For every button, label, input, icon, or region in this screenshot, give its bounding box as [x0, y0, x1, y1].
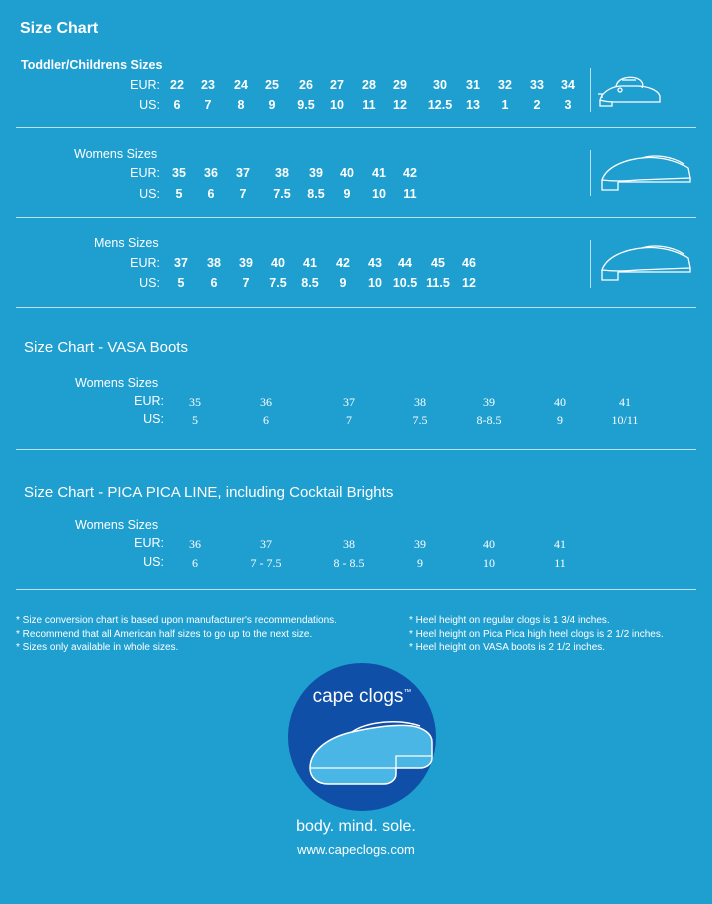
vasa-heading: Womens Sizes — [75, 376, 159, 390]
logo-brand — [288, 686, 436, 708]
womens-us-label: US: — [139, 187, 160, 201]
divider — [16, 217, 696, 218]
size-cell: 41 — [372, 166, 386, 180]
notes-left — [16, 614, 337, 655]
note-line: * Heel height on Pica Pica high heel clogs is 2 1/2 inches. — [409, 628, 664, 640]
website-link[interactable]: www.capeclogs.com — [297, 842, 415, 857]
size-cell: 9 — [557, 413, 563, 427]
toddler-heading: Toddler/Childrens Sizes — [21, 58, 163, 72]
size-cell: 37 — [260, 537, 272, 551]
size-cell: 39 — [414, 537, 426, 551]
size-cell: 11 — [554, 556, 566, 570]
size-cell: 8.5 — [307, 187, 325, 201]
toddler-us-label: US: — [139, 98, 160, 112]
note-line: * Sizes only available in whole sizes. — [16, 642, 179, 653]
size-cell: 9 — [343, 187, 351, 201]
divider — [590, 240, 591, 288]
size-cell: 44 — [398, 256, 412, 270]
size-cell: 12.5 — [427, 98, 453, 112]
size-cell: 42 — [403, 166, 417, 180]
size-cell: 23 — [201, 78, 215, 92]
vasa-us-label: US: — [143, 412, 164, 426]
size-cell: 3 — [564, 98, 572, 112]
size-cell: 39 — [483, 395, 495, 409]
note-line: * Heel height on regular clogs is 1 3/4 inches. — [409, 615, 610, 626]
size-cell: 11 — [403, 187, 417, 201]
size-cell: 9.5 — [297, 98, 315, 112]
pica-us-label: US: — [143, 555, 164, 569]
divider — [16, 449, 696, 450]
pica-eur-label: EUR: — [134, 536, 164, 550]
size-cell: 7 — [346, 413, 352, 427]
tagline: body. mind. sole. — [296, 818, 416, 835]
pica-heading: Womens Sizes — [75, 518, 159, 532]
womens-eur-label: EUR: — [130, 166, 160, 180]
size-cell: 7.5 — [269, 276, 287, 290]
size-cell: 41 — [303, 256, 317, 270]
size-cell: 7 — [204, 98, 212, 112]
size-cell: 10/11 — [611, 413, 639, 427]
child-clog-icon — [596, 72, 666, 112]
size-cell: 43 — [368, 256, 382, 270]
size-cell: 6 — [263, 413, 269, 427]
size-cell: 1 — [501, 98, 509, 112]
divider — [16, 307, 696, 308]
size-cell: 8 - 8.5 — [333, 556, 365, 570]
note-line: * Recommend that all American half sizes to go up to the next size. — [16, 628, 313, 640]
size-cell: 13 — [466, 98, 480, 112]
size-cell: 40 — [554, 395, 566, 409]
size-cell: 5 — [177, 276, 185, 290]
mens-us-label: US: — [139, 276, 160, 290]
divider — [16, 589, 696, 590]
size-cell: 42 — [336, 256, 350, 270]
size-cell: 38 — [414, 395, 426, 409]
size-cell: 35 — [172, 166, 186, 180]
size-cell: 31 — [466, 78, 480, 92]
size-cell: 6 — [173, 98, 181, 112]
size-cell: 6 — [207, 187, 215, 201]
size-cell: 26 — [299, 78, 313, 92]
size-cell: 40 — [271, 256, 285, 270]
size-cell: 7 - 7.5 — [250, 556, 282, 570]
size-cell: 5 — [192, 413, 198, 427]
size-cell: 27 — [330, 78, 344, 92]
page-title: Size Chart — [20, 20, 99, 37]
notes-right — [409, 614, 664, 655]
size-cell: 32 — [498, 78, 512, 92]
size-cell: 8.5 — [301, 276, 319, 290]
size-cell: 40 — [483, 537, 495, 551]
divider — [590, 68, 591, 112]
mens-eur-label: EUR: — [130, 256, 160, 270]
size-cell: 36 — [204, 166, 218, 180]
size-cell: 41 — [554, 537, 566, 551]
logo-brand-text: cape clogs — [312, 686, 404, 707]
size-cell: 37 — [174, 256, 188, 270]
size-cell: 9 — [417, 556, 423, 570]
size-cell: 11.5 — [426, 276, 450, 290]
size-cell: 7.5 — [412, 413, 428, 427]
size-cell: 8 — [237, 98, 245, 112]
size-cell: 9 — [268, 98, 276, 112]
size-cell: 10 — [330, 98, 344, 112]
size-cell: 7 — [242, 276, 250, 290]
size-cell: 34 — [561, 78, 575, 92]
size-cell: 38 — [275, 166, 289, 180]
womens-clog-icon — [598, 150, 694, 196]
size-cell: 7 — [239, 187, 247, 201]
size-cell: 38 — [207, 256, 221, 270]
size-cell: 28 — [362, 78, 376, 92]
size-cell: 38 — [343, 537, 355, 551]
size-cell: 36 — [260, 395, 272, 409]
vasa-title: Size Chart - VASA Boots — [24, 339, 188, 356]
size-cell: 25 — [265, 78, 279, 92]
size-cell: 40 — [340, 166, 354, 180]
size-cell: 6 — [210, 276, 218, 290]
size-cell: 12 — [462, 276, 476, 290]
womens-heading: Womens Sizes — [74, 147, 158, 161]
size-cell: 46 — [462, 256, 476, 270]
size-cell: 10 — [372, 187, 386, 201]
size-cell: 45 — [431, 256, 445, 270]
size-cell: 24 — [234, 78, 248, 92]
size-cell: 10 — [483, 556, 495, 570]
size-cell: 5 — [175, 187, 183, 201]
size-cell: 36 — [189, 537, 201, 551]
pica-title: Size Chart - PICA PICA LINE, including Cocktail Brights — [24, 484, 394, 501]
size-cell: 12 — [393, 98, 407, 112]
size-cell: 33 — [530, 78, 544, 92]
size-cell: 37 — [343, 395, 355, 409]
size-cell: 8-8.5 — [476, 413, 502, 427]
vasa-eur-label: EUR: — [134, 394, 164, 408]
size-cell: 30 — [433, 78, 447, 92]
size-cell: 37 — [236, 166, 250, 180]
size-cell: 41 — [619, 395, 631, 409]
size-cell: 6 — [192, 556, 198, 570]
toddler-eur-label: EUR: — [130, 78, 160, 92]
size-cell: 10 — [368, 276, 382, 290]
size-cell: 11 — [362, 98, 376, 112]
size-cell: 2 — [533, 98, 541, 112]
trademark: ™ — [403, 687, 412, 697]
mens-heading: Mens Sizes — [94, 236, 159, 250]
note-line: * Size conversion chart is based upon manufacturer's recommendations. — [16, 615, 337, 626]
size-cell: 39 — [309, 166, 323, 180]
size-cell: 22 — [170, 78, 184, 92]
size-cell: 7.5 — [273, 187, 291, 201]
note-line: * Heel height on VASA boots is 2 1/2 inches. — [409, 642, 606, 653]
size-cell: 10.5 — [392, 276, 418, 290]
size-cell: 9 — [339, 276, 347, 290]
mens-clog-icon — [598, 240, 694, 288]
clog-logo-icon — [300, 712, 436, 792]
size-cell: 35 — [189, 395, 201, 409]
divider — [590, 150, 591, 196]
size-cell: 29 — [393, 78, 407, 92]
size-cell: 39 — [239, 256, 253, 270]
divider — [16, 127, 696, 128]
